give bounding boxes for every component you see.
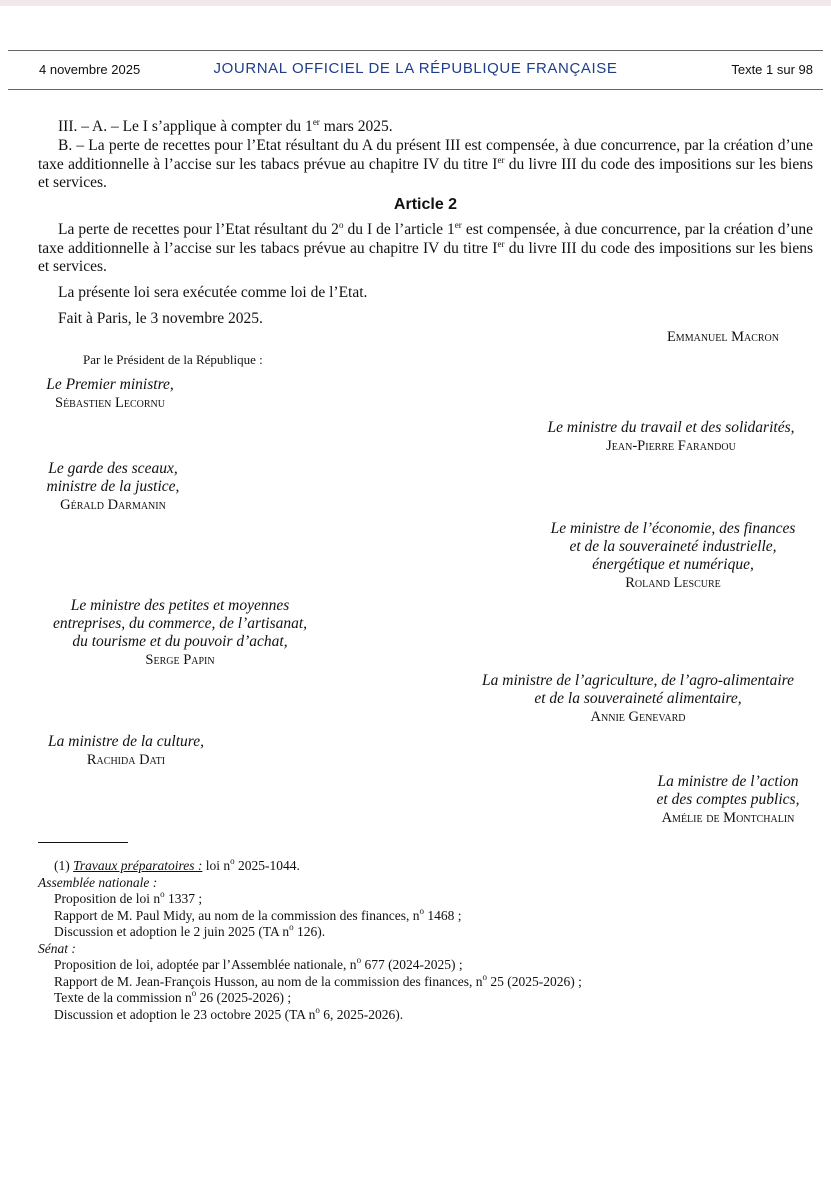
- footnote-an-item: Rapport de M. Paul Midy, au nom de la commission des finances, $n^o$ 1468 ;: [54, 905, 462, 923]
- footnotes: [38, 858, 798, 1023]
- top-strip: [0, 0, 831, 6]
- footnote-an-item: Discussion et adoption le 2 juin 2025 (TA $n^o$ 126).: [54, 922, 326, 939]
- done-at-line: Fait à Paris, le 3 novembre 2025.: [58, 310, 263, 327]
- footnote-an-heading: Assemblée nationale :: [38, 874, 158, 890]
- signature-ministre-action-comptes: La ministre de l’action et des comptes publics, Amélie de Montchalin: [656, 773, 800, 826]
- signature-ministre-travail: Le ministre du travail et des solidarités, Jean-Pierre Farandou: [547, 419, 795, 454]
- footnote-senat-item: Discussion et adoption le 23 octobre 2025 (TA $n^o$ 6, 2025-2026).: [54, 1004, 404, 1022]
- signature-ministre-pme: Le ministre des petites et moyennes entreprises, du commerce, de l’artisanat, du tourisme et du pouvoir d’achat, Serge Papin: [52, 597, 308, 668]
- footnote-senat-heading: Sénat :: [38, 940, 76, 956]
- signature-garde-des-sceaux: Le garde des sceaux, ministre de la justice, Gérald Darmanin: [46, 460, 180, 513]
- execution-clause: La présente loi sera exécutée comme loi de l’Etat.: [58, 284, 368, 301]
- page-header: [8, 50, 823, 90]
- signature-premier-ministre: Le Premier ministre, Sébastien Lecornu: [46, 376, 174, 411]
- footnote-senat-item: Rapport de M. Jean-François Husson, au nom de la commission des finances, $n^o$ 25 (2025-2026) ;: [54, 971, 582, 989]
- president-name: Emmanuel Macron: [666, 329, 779, 345]
- signature-ministre-agriculture: La ministre de l’agriculture, de l’agro-alimentaire et de la souveraineté alimentaire, Annie Genevard: [482, 672, 794, 725]
- article-2-text: La perte de recettes pour l’Etat résultant du 2$^o$ du I de l’article 1er est compensée, à due concurrence, par la création d’une taxe additionnelle à l’accise sur les tabacs prévue au chapitre IV du titre Ier du livre III du code des impositions sur les biens et services.: [38, 220, 813, 275]
- publication-date: 4 novembre 2025: [39, 62, 141, 77]
- article-2-title: Article 2: [393, 196, 458, 213]
- president-signature: [667, 328, 779, 346]
- paragraph-III-B: B. – La perte de recettes pour l’Etat résultant du A du présent III est compensée, à due concurrence, par la création d’une taxe additionnelle à l’accise sur les tabacs prévue au chapitre IV du titre Ier du livre III du code des impositions sur les biens et services.: [38, 137, 813, 191]
- footnote-senat-item: Texte de la commission $n^o$ 26 (2025-2026) ;: [54, 988, 292, 1005]
- footnote-senat-item: Proposition de loi, adoptée par l’Assemblée nationale, $n^o$ 677 (2024-2025) ;: [54, 955, 463, 972]
- paragraph-III-A: III. – A. – Le I s’applique à compter du 1er mars 2025.: [58, 117, 393, 135]
- page-info: Texte 1 sur 98: [731, 62, 813, 77]
- signature-ministre-culture: La ministre de la culture, Rachida Dati: [48, 733, 204, 768]
- par-le-president: Par le Président de la République :: [83, 352, 263, 367]
- signature-ministre-economie: Le ministre de l’économie, des finances et de la souveraineté industrielle, énergétique et numérique, Roland Lescure: [550, 520, 796, 591]
- journal-title: JOURNAL OFFICIEL DE LA RÉPUBLIQUE FRANÇAISE: [213, 60, 618, 77]
- footnote-an-item: Proposition de loi $n^o$ 1337 ;: [54, 889, 203, 906]
- footnote-rule: [38, 842, 128, 843]
- footnote-lead: (1) Travaux préparatoires : loi $n^o$ 2025-1044.: [54, 856, 300, 873]
